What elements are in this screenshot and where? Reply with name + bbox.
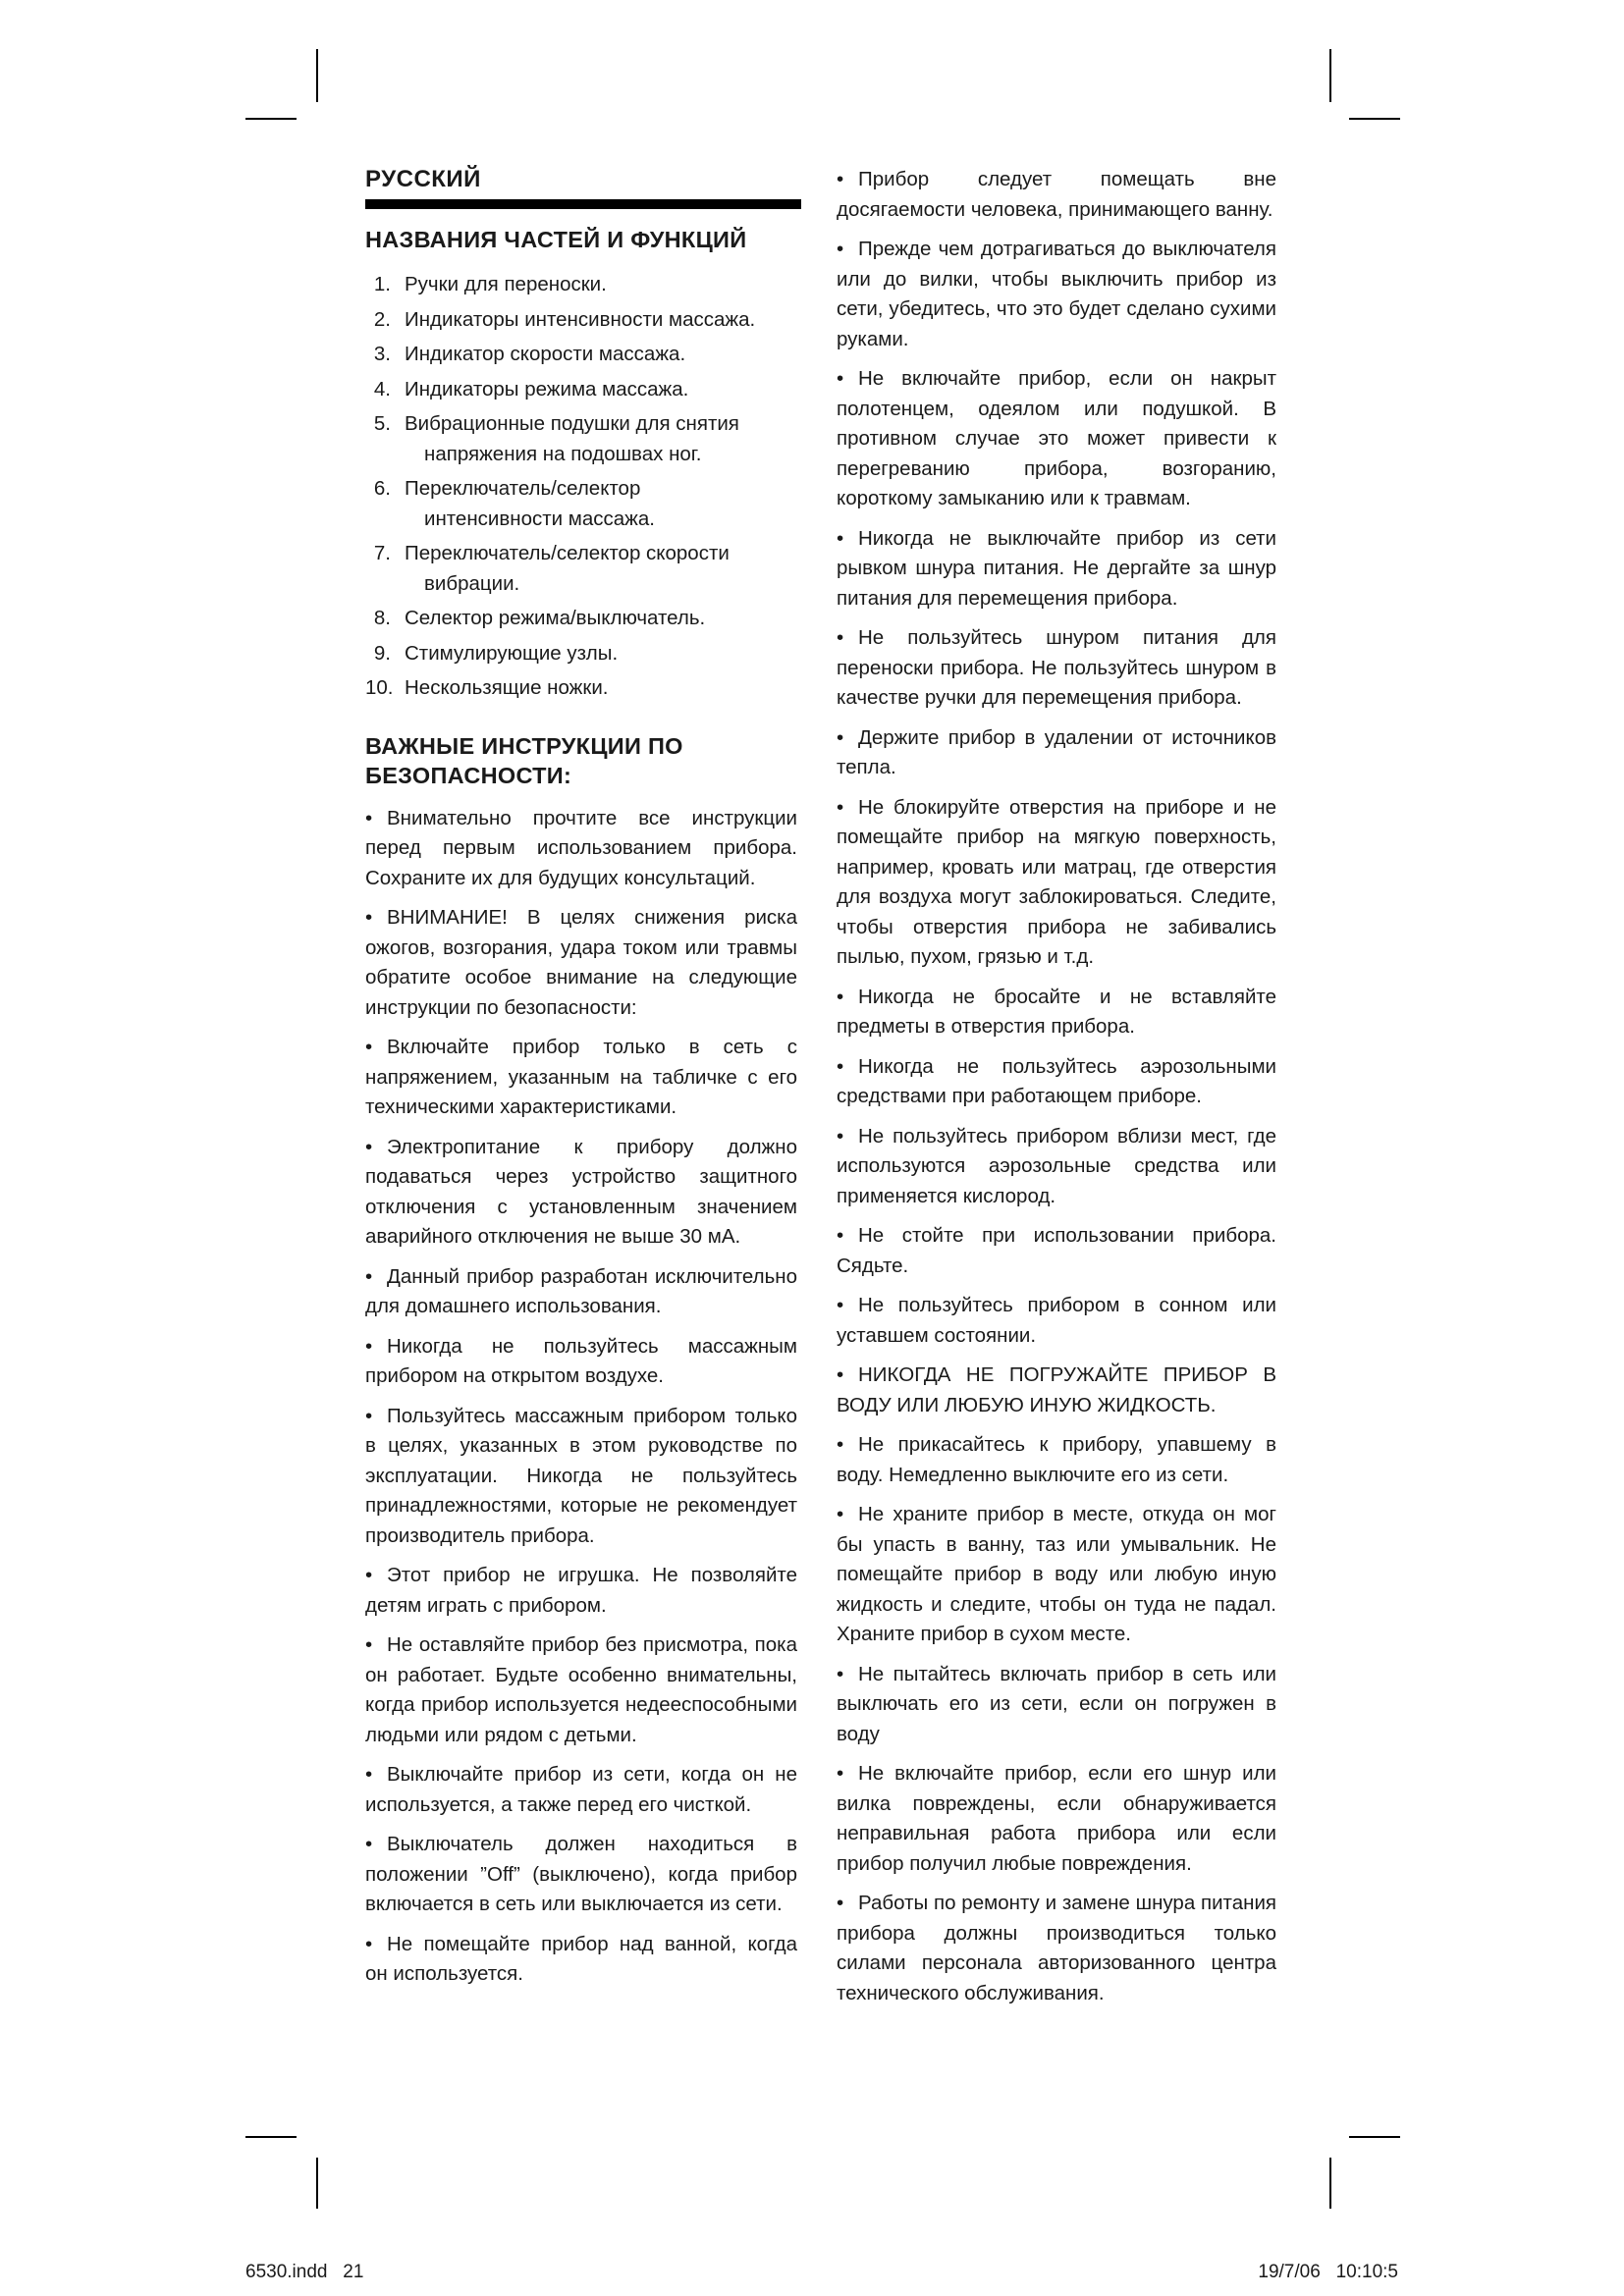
bullet-icon: • — [837, 1503, 844, 1525]
bullet-icon: • — [837, 795, 844, 819]
bullet-icon: • — [837, 1892, 844, 1914]
safety-instruction — [837, 1759, 1276, 1879]
part-text-continuation: интенсивности массажа. — [424, 507, 655, 530]
bullet-icon: • — [365, 1264, 373, 1288]
part-number: 7. — [373, 542, 391, 564]
safety-instruction — [837, 793, 1276, 973]
safety-instruction — [837, 1889, 1276, 2008]
safety-instruction — [837, 524, 1276, 614]
part-text: Селектор режима/выключатель. — [405, 607, 706, 629]
bullet-icon: • — [837, 526, 844, 550]
crop-mark — [316, 49, 318, 102]
bullet-icon: • — [365, 1036, 373, 1058]
bullet-icon: • — [837, 1662, 844, 1685]
safety-instruction-text: Выключатель должен находиться в положении ”Off” (выключено), когда прибор включается в сеть или выключается из сети. — [365, 1833, 797, 1915]
parts-list-item — [365, 539, 797, 599]
parts-heading: НАЗВАНИЯ ЧАСТЕЙ И ФУНКЦИЙ — [365, 227, 747, 252]
safety-instruction — [365, 1930, 797, 1990]
right-column — [837, 165, 1276, 2018]
part-text: Нескользящие ножки. — [405, 676, 609, 699]
safety-instruction — [837, 623, 1276, 714]
crop-mark — [1349, 2136, 1400, 2138]
safety-instruction-text: Никогда не пользуйтесь аэрозольными средствами при работающем приборе. — [837, 1054, 1276, 1107]
safety-instruction-text: Электропитание к прибору должно подаваться через устройство защитного отключения с установленным значением аварийного отключения не выше 30 мА. — [365, 1135, 797, 1248]
part-text: Вибрационные подушки для снятия — [405, 412, 739, 435]
bullet-icon: • — [365, 1833, 373, 1855]
safety-instruction — [365, 1760, 797, 1820]
parts-list-item — [365, 305, 797, 336]
bullet-icon: • — [837, 985, 844, 1008]
safety-instruction-text: Прибор следует помещать вне досягаемости человека, принимающего ванну. — [837, 168, 1276, 221]
safety-instruction-text: Никогда не бросайте и не вставляйте предметы в отверстия прибора. — [837, 985, 1276, 1038]
safety-instruction-text: Не пользуйтесь прибором вблизи мест, где используются аэрозольные средства или применяется кислород. — [837, 1124, 1276, 1207]
safety-instruction — [365, 1262, 797, 1322]
parts-list-item — [365, 270, 797, 300]
left-column — [365, 165, 797, 2000]
bullet-icon: • — [837, 1762, 844, 1785]
crop-mark — [245, 118, 297, 120]
safety-instruction-text: Работы по ремонту и замене шнура питания прибора должны производиться только силами персонала авторизованного центра технического обслуживания. — [837, 1892, 1276, 2004]
safety-instruction-text: Данный прибор разработан исключительно для домашнего использования. — [365, 1264, 797, 1317]
bullet-icon: • — [837, 1294, 844, 1316]
bullet-icon: • — [837, 367, 844, 390]
part-text: Переключатель/селектор скорости — [405, 542, 730, 564]
part-number: 4. — [373, 377, 391, 400]
safety-instruction-text: Не помещайте прибор над ванной, когда он используется. — [365, 1932, 797, 1985]
safety-instruction — [365, 804, 797, 894]
safety-instruction-text: Не стойте при использовании прибора. Сядьте. — [837, 1224, 1276, 1277]
safety-instruction — [837, 1660, 1276, 1750]
bullet-icon: • — [365, 1633, 373, 1656]
bullet-icon: • — [365, 1135, 373, 1158]
part-text: Переключатель/селектор — [405, 477, 641, 500]
part-number: 2. — [373, 307, 391, 331]
safety-instruction — [837, 1430, 1276, 1490]
crop-mark — [1329, 2158, 1331, 2209]
safety-instruction — [365, 1561, 797, 1621]
part-text: Индикатор скорости массажа. — [405, 343, 686, 365]
part-number: 6. — [373, 477, 391, 500]
crop-mark — [316, 2158, 318, 2209]
safety-instruction-text: Не пытайтесь включать прибор в сеть или выключать его из сети, если он погружен в воду — [837, 1662, 1276, 1745]
bullet-icon: • — [365, 1763, 373, 1786]
safety-instruction — [837, 1500, 1276, 1650]
safety-instruction — [365, 1133, 797, 1253]
safety-instruction-text: Не включайте прибор, если он накрыт полотенцем, одеялом или подушкой. В противном случае это может привести к перегреванию прибора, возгоранию, короткому замыканию или к травмам. — [837, 367, 1276, 509]
part-number: 5. — [373, 412, 391, 435]
safety-instruction — [837, 165, 1276, 225]
safety-heading: ВАЖНЫЕ ИНСТРУКЦИИ ПО БЕЗОПАСНОСТИ: — [365, 732, 683, 788]
bullet-icon: • — [365, 906, 373, 929]
bullet-icon: • — [365, 1564, 373, 1586]
safety-instruction-text: Не прикасайтесь к прибору, упавшему в воду. Немедленно выключите его из сети. — [837, 1433, 1276, 1486]
safety-instruction-text: Выключайте прибор из сети, когда он не используется, а также перед его чисткой. — [365, 1763, 797, 1816]
footer-file-label: 6530.indd 21 — [245, 2262, 364, 2282]
safety-instruction — [365, 1830, 797, 1920]
part-number: 8. — [373, 607, 391, 629]
safety-instruction — [837, 1361, 1276, 1420]
safety-instruction-text: НИКОГДА НЕ ПОГРУЖАЙТЕ ПРИБОР В ВОДУ ИЛИ ЛЮБУЮ ИНУЮ ЖИДКОСТЬ. — [837, 1363, 1276, 1416]
parts-list-item — [365, 409, 797, 469]
bullet-icon: • — [365, 1932, 373, 1955]
safety-instruction — [837, 723, 1276, 783]
crop-mark — [245, 2136, 297, 2138]
parts-list-item — [365, 474, 797, 534]
bullet-icon: • — [837, 238, 844, 260]
part-text: Стимулирующие узлы. — [405, 641, 619, 665]
footer-timestamp: 19/7/06 10:10:5 — [1258, 2262, 1398, 2282]
safety-instruction — [837, 1221, 1276, 1281]
bullet-icon: • — [837, 626, 844, 649]
bullet-icon: • — [837, 1124, 844, 1148]
safety-instruction-text: Не храните прибор в месте, откуда он мог бы упасть в ванну, таз или умывальник. Не помещайте прибор в воду или любую иную жидкость и следите, чтобы он туда не падал. Храните прибор в сухом месте. — [837, 1503, 1276, 1645]
safety-instruction — [365, 903, 797, 1023]
part-text: Ручки для переноски. — [405, 273, 607, 295]
safety-instruction-text: Не оставляйте прибор без присмотра, пока он работает. Будьте особенно внимательны, когда прибор используется недееспособными людьми или рядом с детьми. — [365, 1633, 797, 1746]
safety-instruction-text: Пользуйтесь массажным прибором только в целях, указанных в этом руководстве по эксплуатации. Никогда не пользуйтесь принадлежностями, которые не рекомендует производитель прибора. — [365, 1404, 797, 1547]
safety-instruction — [837, 364, 1276, 514]
safety-instruction-text: Внимательно прочтите все инструкции перед первым использованием прибора. Сохраните их для будущих консультаций. — [365, 806, 797, 889]
part-text-continuation: напряжения на подошвах ног. — [424, 442, 702, 465]
parts-list-item — [365, 639, 797, 669]
parts-list — [365, 270, 797, 704]
part-number: 3. — [373, 343, 391, 365]
parts-list-item — [365, 340, 797, 370]
bullet-icon: • — [837, 1363, 844, 1386]
safety-instruction-text: Прежде чем дотрагиваться до выключателя или до вилки, чтобы выключить прибор из сети, убедитесь, что это будет сделано сухими руками. — [837, 238, 1276, 350]
safety-instruction — [837, 1052, 1276, 1112]
safety-instruction — [837, 235, 1276, 354]
parts-list-item — [365, 375, 797, 405]
safety-instruction-text: Не пользуйтесь шнуром питания для переноски прибора. Не пользуйтесь шнуром в качестве ручки для перемещения прибора. — [837, 626, 1276, 709]
safety-instruction — [365, 1332, 797, 1392]
part-number: 10. — [365, 676, 394, 699]
safety-instruction — [837, 983, 1276, 1042]
safety-instruction-text: Никогда не пользуйтесь массажным прибором на открытом воздухе. — [365, 1334, 797, 1387]
safety-instruction-text: Никогда не выключайте прибор из сети рывком шнура питания. Не дергайте за шнур питания для перемещения прибора. — [837, 526, 1276, 610]
bullet-icon: • — [837, 725, 844, 749]
part-number: 9. — [373, 641, 391, 665]
header-rule — [365, 199, 801, 209]
bullet-icon: • — [365, 1404, 373, 1427]
part-text: Индикаторы интенсивности массажа. — [405, 307, 756, 331]
bullet-icon: • — [837, 1224, 844, 1247]
parts-list-item — [365, 604, 797, 634]
part-text: Индикаторы режима массажа. — [405, 377, 689, 400]
safety-instruction-text: Не пользуйтесь прибором в сонном или уставшем состоянии. — [837, 1294, 1276, 1347]
safety-instruction — [365, 1402, 797, 1552]
bullet-icon: • — [365, 1334, 373, 1358]
safety-instruction — [365, 1033, 797, 1123]
safety-instruction — [837, 1122, 1276, 1212]
bullet-icon: • — [365, 806, 373, 829]
bullet-icon: • — [837, 168, 844, 190]
safety-instruction-text: Не включайте прибор, если его шнур или вилка повреждены, если обнаруживается неправильная работа прибора или если прибор получил любые повреждения. — [837, 1762, 1276, 1875]
safety-instruction-text: Держите прибор в удалении от источников тепла. — [837, 725, 1276, 778]
parts-list-item — [365, 673, 797, 704]
part-text-continuation: вибрации. — [424, 571, 520, 595]
safety-instruction-text: Этот прибор не игрушка. Не позволяйте детям играть с прибором. — [365, 1564, 797, 1617]
bullet-icon: • — [837, 1433, 844, 1456]
safety-instruction — [365, 1630, 797, 1750]
part-number: 1. — [373, 273, 391, 295]
crop-mark — [1349, 118, 1400, 120]
safety-instruction-text: ВНИМАНИЕ! В целях снижения риска ожогов, возгорания, удара током или травмы обратите особое внимание на следующие инструкции по безопасности: — [365, 906, 797, 1019]
right-bullet-list — [837, 165, 1276, 2008]
crop-mark — [1329, 49, 1331, 102]
safety-instruction-text: Включайте прибор только в сеть с напряжением, указанным на табличке с его техническими характеристиками. — [365, 1036, 797, 1118]
language-header: РУССКИЙ — [365, 166, 481, 192]
bullet-icon: • — [837, 1054, 844, 1078]
left-bullet-list — [365, 804, 797, 1990]
safety-instruction — [837, 1291, 1276, 1351]
safety-instruction-text: Не блокируйте отверстия на приборе и не помещайте прибор на мягкую поверхность, например, кровать или матрац, где отверстия для воздуха могут заблокироваться. Следите, чтобы отверстия прибора не забивались пылью, пухом, грязью и т.д. — [837, 795, 1276, 968]
